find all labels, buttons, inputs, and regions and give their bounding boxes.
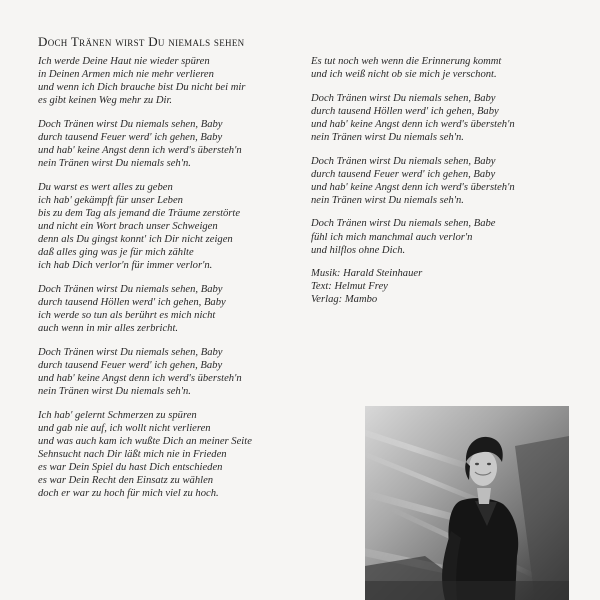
credits	[311, 267, 573, 306]
stanza	[311, 217, 573, 256]
stanza	[38, 283, 300, 335]
song-title: Doch Tränen wirst Du niemals sehen	[38, 34, 245, 49]
stanza	[38, 409, 300, 501]
lyrics-left-column	[38, 55, 300, 511]
stanza	[311, 155, 573, 207]
stanza	[38, 346, 300, 398]
lyric-line: und hab' keine Angst denn ich werd's übersteh'n	[38, 372, 242, 384]
lyric-line: Doch Tränen wirst Du niemals sehen, Baby	[38, 346, 223, 358]
stanza	[311, 55, 573, 81]
lyric-line: in Deinen Armen mich nie mehr verlieren	[38, 69, 214, 81]
lyric-line: und hab' keine Angst denn ich werd's übersteh'n	[311, 118, 515, 130]
lyric-line: Ich werde Deine Haut nie wieder spüren	[38, 56, 210, 67]
lyric-line: durch tausend Feuer werd' ich gehen, Baby	[38, 131, 223, 143]
stanza	[38, 55, 300, 107]
credit-text: Text: Helmut Frey	[311, 281, 388, 293]
lyric-line: es war Dein Spiel du hast Dich entschieden	[38, 462, 223, 474]
lyric-line: durch tausend Höllen werd' ich gehen, Baby	[311, 105, 499, 117]
lyric-line: Sehnsucht nach Dir läßt mich nie in Frieden	[38, 448, 227, 460]
lyric-line: doch er war zu hoch für mich viel zu hoch.	[38, 488, 219, 500]
lyric-line: auch wenn in mir alles zerbricht.	[38, 323, 179, 335]
lyric-line: durch tausend Feuer werd' ich gehen, Baby	[311, 168, 496, 180]
lyric-line: nein Tränen wirst Du niemals seh'n.	[311, 194, 464, 206]
lyric-line: bis zu dem Tag als jemand die Träume zerstörte	[38, 207, 241, 219]
lyric-line: und hilflos ohne Dich.	[311, 244, 406, 256]
lyric-line: Doch Tränen wirst Du niemals sehen, Baby	[311, 155, 496, 167]
lyric-line: durch tausend Feuer werd' ich gehen, Baby	[38, 359, 223, 371]
lyric-line: Doch Tränen wirst Du niemals sehen, Baby	[38, 283, 223, 295]
lyric-line: Du warst es wert alles zu geben	[38, 181, 173, 193]
lyric-line: und was auch kam ich wußte Dich an meiner Seite	[38, 435, 252, 447]
lyric-line: und hab' keine Angst denn ich werd's übersteh'n	[311, 181, 515, 193]
lyric-line: nein Tränen wirst Du niemals seh'n.	[38, 386, 191, 398]
lyric-line: ich hab Dich verlor'n für immer verlor'n.	[38, 260, 213, 272]
stanza	[311, 92, 573, 144]
lyric-line: Doch Tränen wirst Du niemals sehen, Baby	[311, 92, 496, 104]
credit-publisher: Verlag: Mambo	[311, 294, 378, 306]
stanza	[38, 181, 300, 273]
lyric-line: und hab' keine Angst denn ich werd's übersteh'n	[38, 145, 242, 157]
lyric-line: fühl ich mich manchmal auch verlor'n	[311, 231, 473, 243]
lyric-line: ich hab' gekämpft für unser Leben	[38, 194, 183, 206]
lyric-line: Doch Tränen wirst Du niemals sehen, Babe	[311, 218, 496, 230]
lyric-line: nein Tränen wirst Du niemals seh'n.	[311, 131, 464, 143]
lyric-line: und gab nie auf, ich wollt nicht verlieren	[38, 422, 211, 434]
lyric-line: daß alles ging was je für mich zählte	[38, 247, 194, 259]
artist-photo	[365, 406, 569, 600]
lyric-line: Ich hab' gelernt Schmerzen zu spüren	[38, 409, 197, 421]
lyric-line: nein Tränen wirst Du niemals seh'n.	[38, 158, 191, 170]
lyric-line: und ich weiß nicht ob sie mich je verschont.	[311, 69, 497, 81]
stanza	[38, 118, 300, 170]
lyric-line: und wenn ich Dich brauche bist Du nicht bei mir	[38, 82, 246, 94]
credit-music: Musik: Harald Steinhauer	[311, 268, 423, 280]
lyrics-right-column	[311, 55, 573, 307]
lyric-line: Es tut noch weh wenn die Erinnerung kommt	[311, 56, 502, 67]
lyric-line: und nicht ein Wort brach unser Schweigen	[38, 221, 218, 233]
lyric-line: es war Dein Recht den Einsatz zu wählen	[38, 475, 214, 487]
lyric-line: es gibt keinen Weg mehr zu Dir.	[38, 95, 173, 107]
lyric-line: denn als Du gingst konnt' ich Dir nicht zeigen	[38, 234, 233, 246]
lyric-line: ich werde so tun als berührt es mich nicht	[38, 310, 216, 322]
lyric-line: durch tausend Höllen werd' ich gehen, Baby	[38, 297, 226, 308]
lyric-line: Doch Tränen wirst Du niemals sehen, Baby	[38, 118, 223, 130]
